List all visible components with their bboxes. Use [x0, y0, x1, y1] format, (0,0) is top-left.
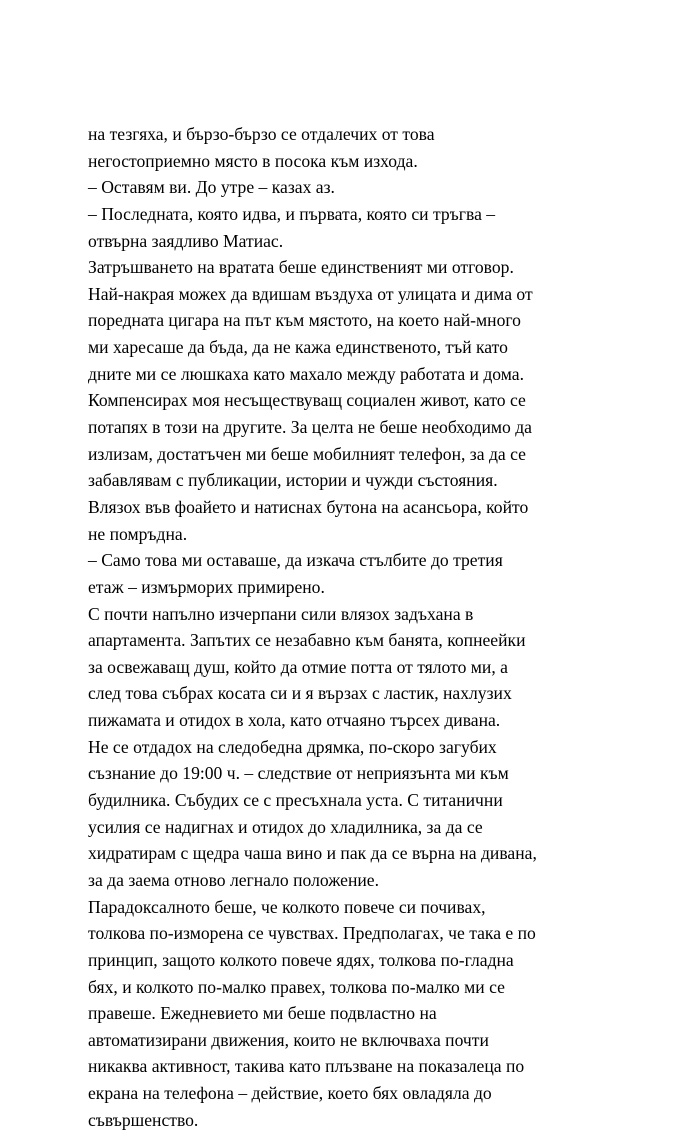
text-line: ми харесаше да бъда, да не кажа единственото, тъй като: [88, 337, 508, 358]
text-line: потапях в този на другите. За целта не беше необходимо да: [88, 417, 532, 438]
text-line: излизам, достатъчен ми беше мобилният телефон, за да се: [88, 443, 526, 464]
text-line: след това събрах косата си и я вързах с ластик, нахлузих: [88, 683, 512, 704]
text-line: Парадоксалното беше, че колкото повече си почивах,: [88, 896, 486, 917]
text-line: съзнание до 19:00 ч. – следствие от неприязънта ми към: [88, 763, 509, 784]
text-line: пижамата и отидох в хола, като отчаяно търсех дивана.: [88, 710, 501, 731]
text-line: принцип, защото колкото повече ядях, толкова по-гладна: [88, 949, 514, 970]
text-line: – Само това ми оставаше, да изкача стълбите до третия: [88, 550, 503, 571]
text-line: екрана на телефона – действие, което бях овладяла до: [88, 1083, 492, 1104]
text-line: Компенсирах моя несъществуващ социален живот, като се: [88, 390, 526, 411]
text-line: С почти напълно изчерпани сили влязох задъхана в: [88, 603, 474, 624]
text-line: бях, и колкото по-малко правех, толкова по-малко ми се: [88, 976, 505, 997]
text-line: поредната цигара на път към мястото, на което най-много: [88, 310, 521, 331]
text-line: Не се отдадох на следобедна дрямка, по-скоро загубих: [88, 736, 497, 757]
text-line: забавлявам с публикации, истории и чужди състояния.: [88, 470, 498, 491]
text-line: за освежаващ душ, който да отмие потта от тялото ми, а: [88, 656, 508, 677]
text-line: будилника. Събудих се с пресъхнала уста. С титанични: [88, 790, 503, 811]
text-line: толкова по-изморена се чувствах. Предполагах, че така е по: [88, 923, 536, 944]
document-text: [88, 121, 700, 1133]
text-line: хидратирам с щедра чаша вино и пак да се върна на дивана,: [88, 843, 537, 864]
text-line: – Последната, която идва, и първата, която си тръгва –: [88, 203, 496, 224]
text-line: Затръшването на вратата беше единственият ми отговор.: [88, 257, 514, 278]
text-line: не помръдна.: [88, 523, 188, 544]
text-line: автоматизирани движения, които не включваха почти: [88, 1029, 489, 1050]
text-line: съвършенство.: [88, 1109, 199, 1130]
text-line: никаква активност, такива като плъзване на показалеца по: [88, 1056, 525, 1077]
text-line: Най-накрая можех да вдишам въздуха от улицата и дима от: [88, 283, 533, 304]
text-line: на тезгяха, и бързо-бързо се отдалечих от това: [88, 124, 435, 144]
text-line: – Оставям ви. До утре – казах аз.: [88, 177, 335, 198]
text-line: правеше. Ежедневието ми беше подвластно на: [88, 1003, 437, 1024]
text-line: негостоприемно място в посока към изхода.: [88, 150, 418, 171]
text-line: отвърна заядливо Матиас.: [88, 230, 284, 251]
text-line: дните ми се люшкаха като махало между работата и дома.: [88, 363, 524, 384]
text-line: за да заема отново легнало положение.: [88, 869, 380, 890]
text-line: апартамента. Запътих се незабавно към банята, копнеейки: [88, 630, 526, 651]
text-line: усилия се надигнах и отидох до хладилника, за да се: [88, 816, 483, 837]
text-line: Влязох във фоайето и натиснах бутона на асансьора, който: [88, 496, 529, 517]
text-line: етаж – измърморих примирено.: [88, 576, 325, 597]
